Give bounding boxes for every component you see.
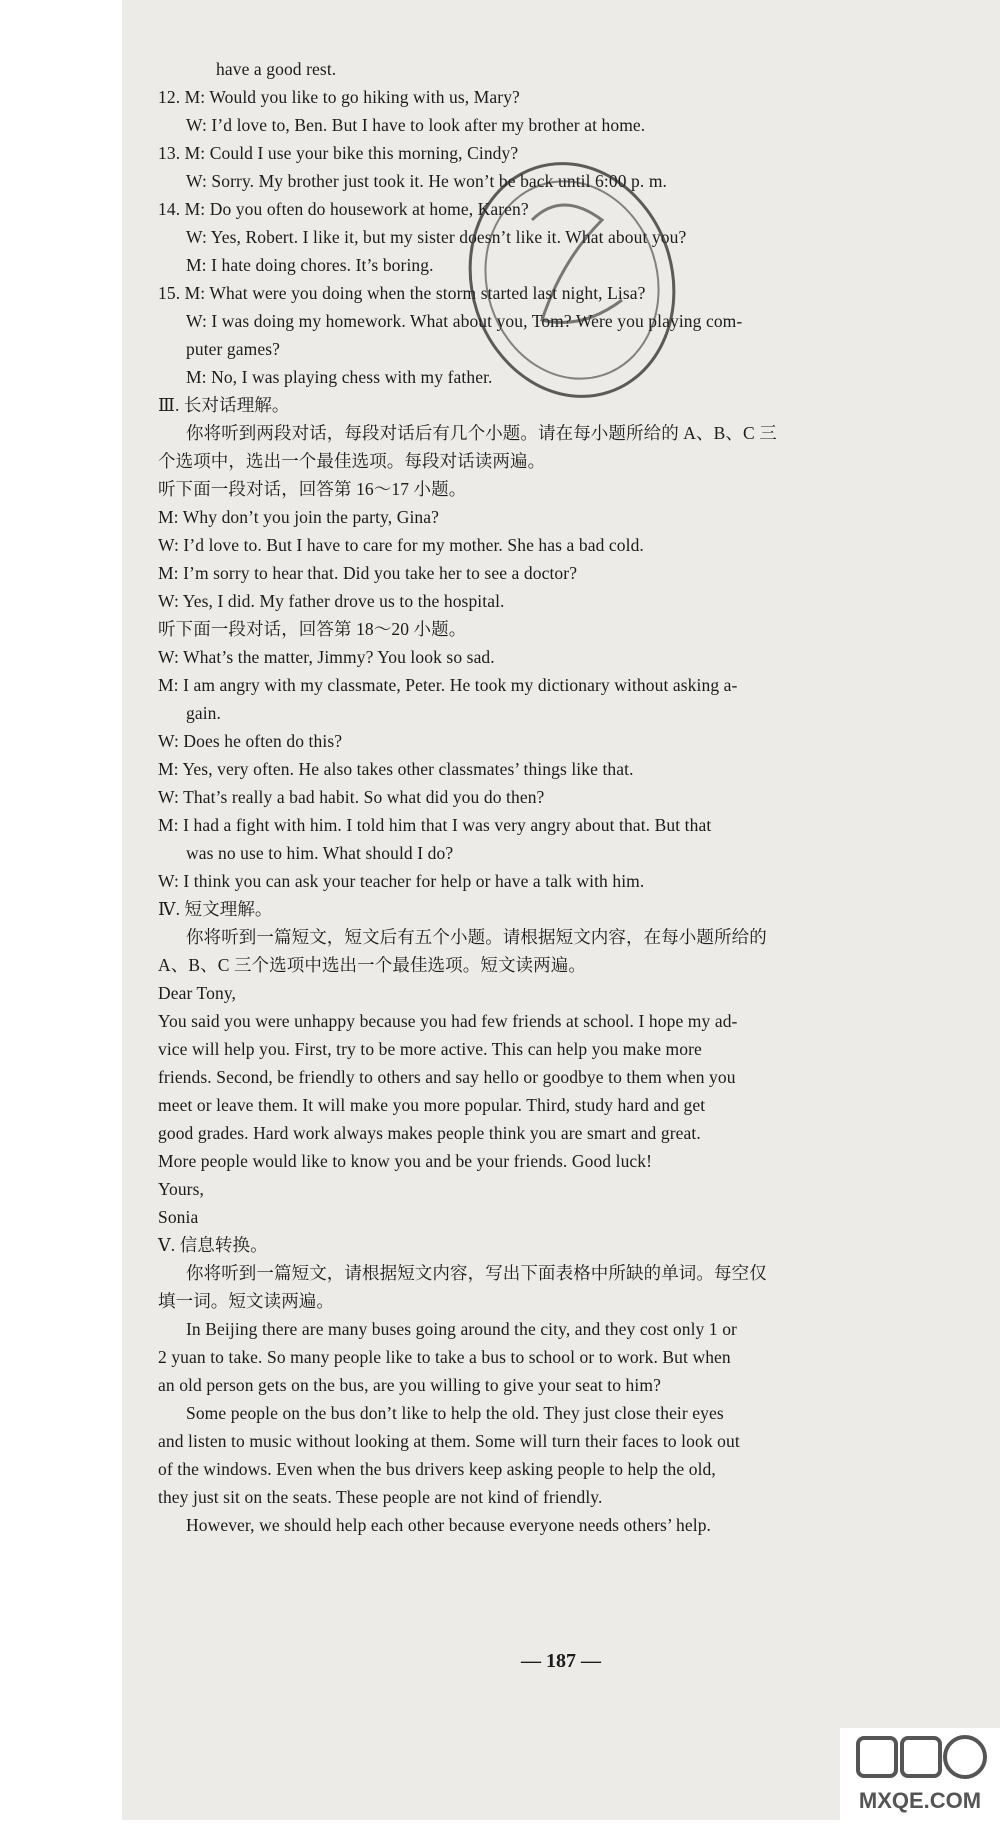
text-line: However, we should help each other because everyone needs others’ help. xyxy=(186,1515,712,1535)
text-line: W: What’s the matter, Jimmy? You look so sad. xyxy=(158,647,495,667)
text-line: of the windows. Even when the bus drivers keep asking people to help the old, xyxy=(158,1459,716,1479)
text-line: W: Does he often do this? xyxy=(158,731,343,751)
text-line: Yours, xyxy=(158,1179,204,1199)
text-line: 你将听到一篇短文，请根据短文内容，写出下面表格中所缺的单词。每空仅 xyxy=(186,1263,767,1283)
text-line: 听下面一段对话，回答第 16～17 小题。 xyxy=(158,479,467,499)
text-line: 你将听到两段对话，每段对话后有几个小题。请在每小题所给的 A、B、C 三 xyxy=(186,423,777,443)
text-line: 12. M: Would you like to go hiking with us, Mary? xyxy=(158,87,520,107)
text-line: 听下面一段对话，回答第 18～20 小题。 xyxy=(158,619,467,639)
text-line: was no use to him. What should I do? xyxy=(186,843,454,863)
text-line: Sonia xyxy=(158,1207,199,1227)
text-line: W: I’d love to. But I have to care for my mother. She has a bad cold. xyxy=(158,535,644,555)
text-line: W: I’d love to, Ben. But I have to look after my brother at home. xyxy=(186,115,646,135)
text-line: W: I think you can ask your teacher for help or have a talk with him. xyxy=(158,871,645,891)
text-line: friends. Second, be friendly to others and say hello or goodbye to them when you xyxy=(158,1067,736,1087)
svg-text:MXQE.COM: MXQE.COM xyxy=(858,1788,982,1813)
text-line: A、B、C 三个选项中选出一个最佳选项。短文读两遍。 xyxy=(158,955,586,975)
text-line: M: I hate doing chores. It’s boring. xyxy=(186,255,434,275)
text-line: M: I’m sorry to hear that. Did you take her to see a doctor? xyxy=(158,563,578,583)
text-line: good grades. Hard work always makes people think you are smart and great. xyxy=(158,1123,701,1143)
text-line: Ⅳ. 短文理解。 xyxy=(158,899,273,919)
text-line: have a good rest. xyxy=(216,59,337,79)
text-line: You said you were unhappy because you had few friends at school. I hope my ad- xyxy=(158,1011,738,1031)
text-line: puter games? xyxy=(186,339,281,359)
text-line: 15. M: What were you doing when the storm started last night, Lisa? xyxy=(158,283,646,303)
text-line: Dear Tony, xyxy=(158,983,237,1003)
text-line: M: I am angry with my classmate, Peter. He took my dictionary without asking a- xyxy=(158,675,738,695)
text-line: Some people on the bus don’t like to help the old. They just close their eyes xyxy=(186,1403,724,1423)
text-line: 个选项中，选出一个最佳选项。每段对话读两遍。 xyxy=(158,451,546,471)
text-line: More people would like to know you and be your friends. Good luck! xyxy=(158,1151,653,1171)
text-line: M: Yes, very often. He also takes other classmates’ things like that. xyxy=(158,759,634,779)
text-line: W: Yes, I did. My father drove us to the hospital. xyxy=(158,591,505,611)
logo-icon xyxy=(840,1728,1000,1820)
text-line: they just sit on the seats. These people are not kind of friendly. xyxy=(158,1487,603,1507)
text-line: 你将听到一篇短文，短文后有五个小题。请根据短文内容，在每小题所给的 xyxy=(186,927,767,947)
text-line: Ⅴ. 信息转换。 xyxy=(158,1235,268,1255)
page-number: — 187 — xyxy=(521,1650,601,1672)
text-line: gain. xyxy=(186,703,222,723)
text-line: W: Sorry. My brother just took it. He won’t be back until 6:00 p. m. xyxy=(186,171,668,191)
text-line: M: Why don’t you join the party, Gina? xyxy=(158,507,440,527)
text-line: 填一词。短文读两遍。 xyxy=(158,1291,334,1311)
text-line: M: No, I was playing chess with my father. xyxy=(186,367,493,387)
text-line: 2 yuan to take. So many people like to take a bus to school or to work. But when xyxy=(158,1347,731,1367)
text-line: 13. M: Could I use your bike this morning, Cindy? xyxy=(158,143,519,163)
text-line: W: Yes, Robert. I like it, but my sister doesn’t like it. What about you? xyxy=(186,227,687,247)
text-line: Ⅲ. 长对话理解。 xyxy=(158,395,290,415)
text-line: an old person gets on the bus, are you willing to give your seat to him? xyxy=(158,1375,661,1395)
text-line: W: That’s really a bad habit. So what did you do then? xyxy=(158,787,545,807)
text-line: and listen to music without looking at them. Some will turn their faces to look out xyxy=(158,1431,740,1451)
text-line: vice will help you. First, try to be more active. This can help you make more xyxy=(158,1039,702,1059)
text-line: meet or leave them. It will make you more popular. Third, study hard and get xyxy=(158,1095,706,1115)
text-line: In Beijing there are many buses going around the city, and they cost only 1 or xyxy=(186,1319,737,1339)
text-line: 14. M: Do you often do housework at home, Karen? xyxy=(158,199,529,219)
text-line: M: I had a fight with him. I told him that I was very angry about that. But that xyxy=(158,815,712,835)
text-line: W: I was doing my homework. What about you, Tom? Were you playing com- xyxy=(186,311,743,331)
document-page xyxy=(122,0,1000,1820)
